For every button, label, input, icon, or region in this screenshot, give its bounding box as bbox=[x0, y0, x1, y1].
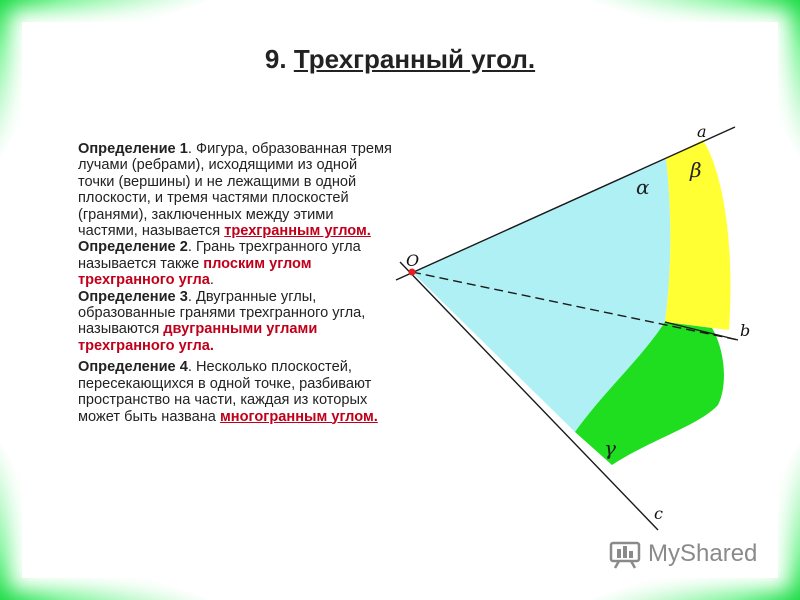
definition-3-body: . Двугранные углы, образованные гранями трехгранного угла, называются bbox=[78, 288, 366, 338]
face-gamma-label: γ bbox=[604, 436, 616, 460]
definition-1-label: Определение 1 bbox=[78, 141, 188, 157]
definition-2-body: . Грань трехгранного угла называется также bbox=[78, 239, 361, 272]
definition-1-term: трехгранным углом. bbox=[224, 223, 371, 240]
definition-4-label: Определение 4 bbox=[78, 359, 188, 376]
definition-2-end: . bbox=[209, 272, 214, 289]
vertex-label: O bbox=[406, 251, 420, 270]
definition-4-body: . Несколько плоскостей, пересекающихся в одной точке, разбивают пространство на части, каждая из которых может быть названа bbox=[78, 359, 372, 425]
definition-4-term: многогранным углом. bbox=[219, 408, 378, 425]
presentation-board-icon bbox=[608, 540, 642, 570]
face-alpha-label: α bbox=[636, 175, 650, 199]
watermark-text: MyShared bbox=[648, 540, 758, 567]
definition-3-label: Определение 3 bbox=[78, 288, 188, 305]
face-beta-label: β bbox=[690, 158, 702, 182]
title-text: Трехгранный угол. bbox=[293, 44, 536, 74]
ray-b-label: b bbox=[740, 321, 751, 340]
watermark bbox=[606, 538, 766, 574]
ray-a-label: a bbox=[697, 122, 707, 141]
definition-2-term: плоским углом трехгранного угла bbox=[78, 255, 312, 289]
ray-c-label: c bbox=[654, 504, 663, 523]
title-number: 9. bbox=[264, 44, 287, 74]
definition-2-label: Определение 2 bbox=[78, 239, 188, 256]
definition-1-body: . Фигура, образованная тремя лучами (ребрами), исходящими из одной точки (вершины) и не лежащими в одной плоскости, и тремя частями плоскостей (гранями), заключенных между этими частями, называется bbox=[78, 141, 392, 240]
definition-3-term: двугранными углами трехгранного угла. bbox=[78, 321, 318, 354]
